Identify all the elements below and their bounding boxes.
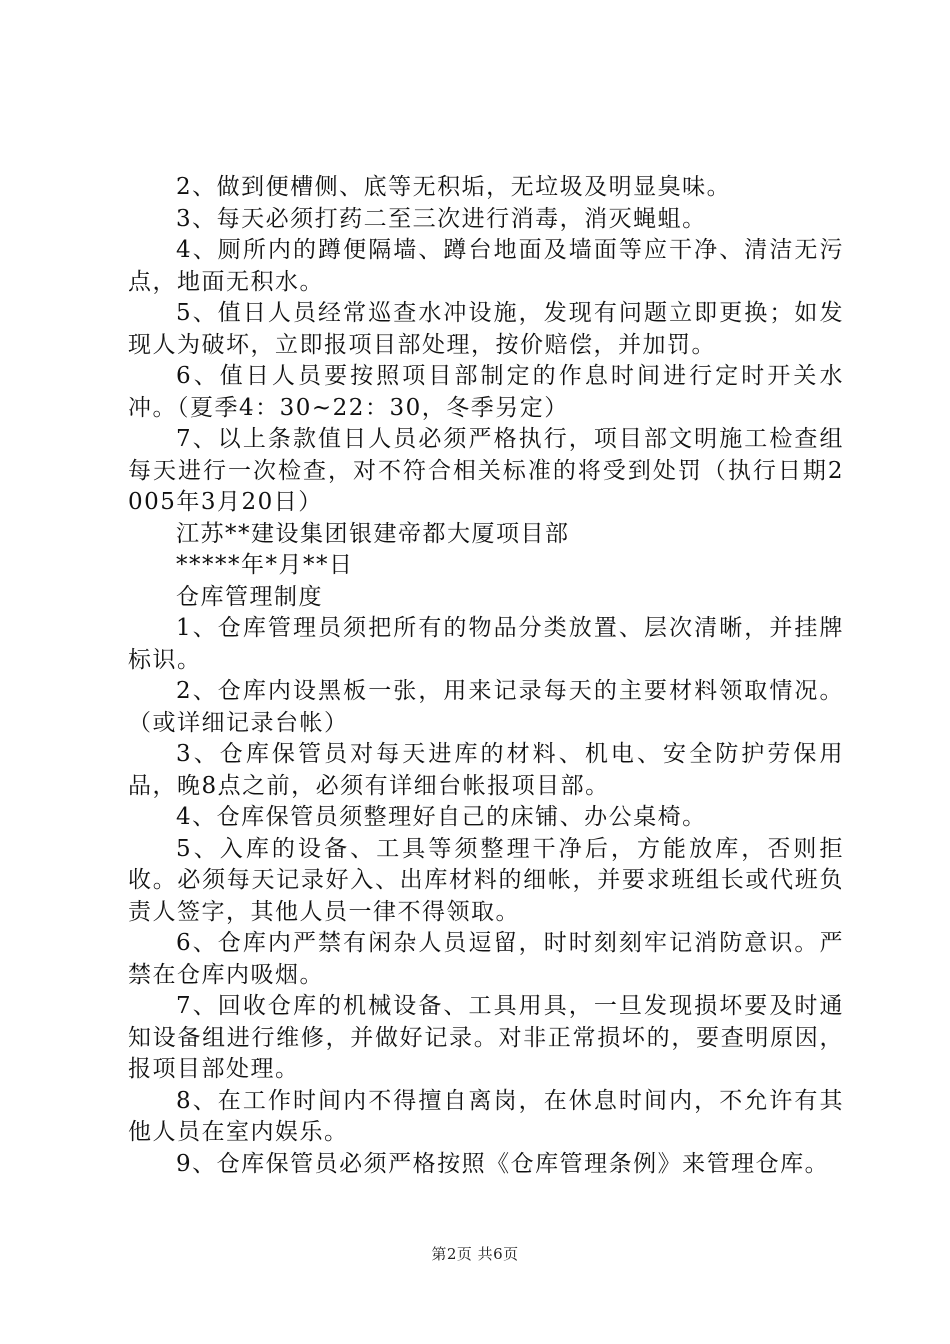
paragraph: 2、做到便槽侧、底等无积垢，无垃圾及明显臭味。 — [176, 174, 732, 200]
document-body — [128, 172, 844, 1180]
paragraph: 4、仓库保管员须整理好自己的床铺、办公桌椅。 — [176, 804, 707, 830]
paragraph: 6、仓库内严禁有闲杂人员逗留，时时刻刻牢记消防意识。严禁在仓库内吸烟。 — [128, 930, 844, 988]
paragraph: 5、入库的设备、工具等须整理干净后，方能放库，否则拒收。必须每天记录好入、出库材料的细帐，并要求班组长或代班负责人签字，其他人员一律不得领取。 — [128, 835, 844, 925]
section-title: 仓库管理制度 — [176, 583, 323, 610]
paragraph: 8、在工作时间内不得擅自离岗，在休息时间内，不允许有其他人员在室内娱乐。 — [128, 1087, 844, 1145]
page-number-footer: 第2页 共6页 — [431, 1245, 519, 1263]
signature-date: *****年*月**日 — [176, 552, 354, 578]
paragraph: 1、仓库管理员须把所有的物品分类放置、层次清晰，并挂牌标识。 — [128, 615, 844, 673]
paragraph: 7、以上条款值日人员必须严格执行，项目部文明施工检查组每天进行一次检查，对不符合相关标准的将受到处罚（执行日期2005年3月20日） — [128, 426, 844, 515]
paragraph: 4、厕所内的蹲便隔墙、蹲台地面及墙面等应干净、清洁无污点，地面无积水。 — [128, 237, 844, 295]
paragraph: 6、值日人员要按照项目部制定的作息时间进行定时开关水冲。（夏季4：30~22：30，冬季另定） — [128, 363, 844, 421]
paragraph: 3、每天必须打药二至三次进行消毒，消灭蝇蛆。 — [176, 205, 707, 232]
paragraph: 5、值日人员经常巡查水冲设施，发现有问题立即更换；如发现人为破坏，立即报项目部处理，按价赔偿，并加罚。 — [128, 300, 844, 358]
signature-organization: 江苏**建设集团银建帝都大厦项目部 — [176, 520, 570, 547]
paragraph: 3、仓库保管员对每天进库的材料、机电、安全防护劳保用品，晚8点之前，必须有详细台帐报项目部。 — [128, 741, 844, 799]
paragraph: 7、回收仓库的机械设备、工具用具，一旦发现损坏要及时通知设备组进行维修，并做好记录。对非正常损坏的，要查明原因，报项目部处理。 — [128, 993, 844, 1082]
paragraph: 9、仓库保管员必须严格按照《仓库管理条例》来管理仓库。 — [176, 1150, 830, 1177]
paragraph: 2、仓库内设黑板一张，用来记录每天的主要材料领取情况。（或详细记录台帐） — [128, 678, 844, 736]
